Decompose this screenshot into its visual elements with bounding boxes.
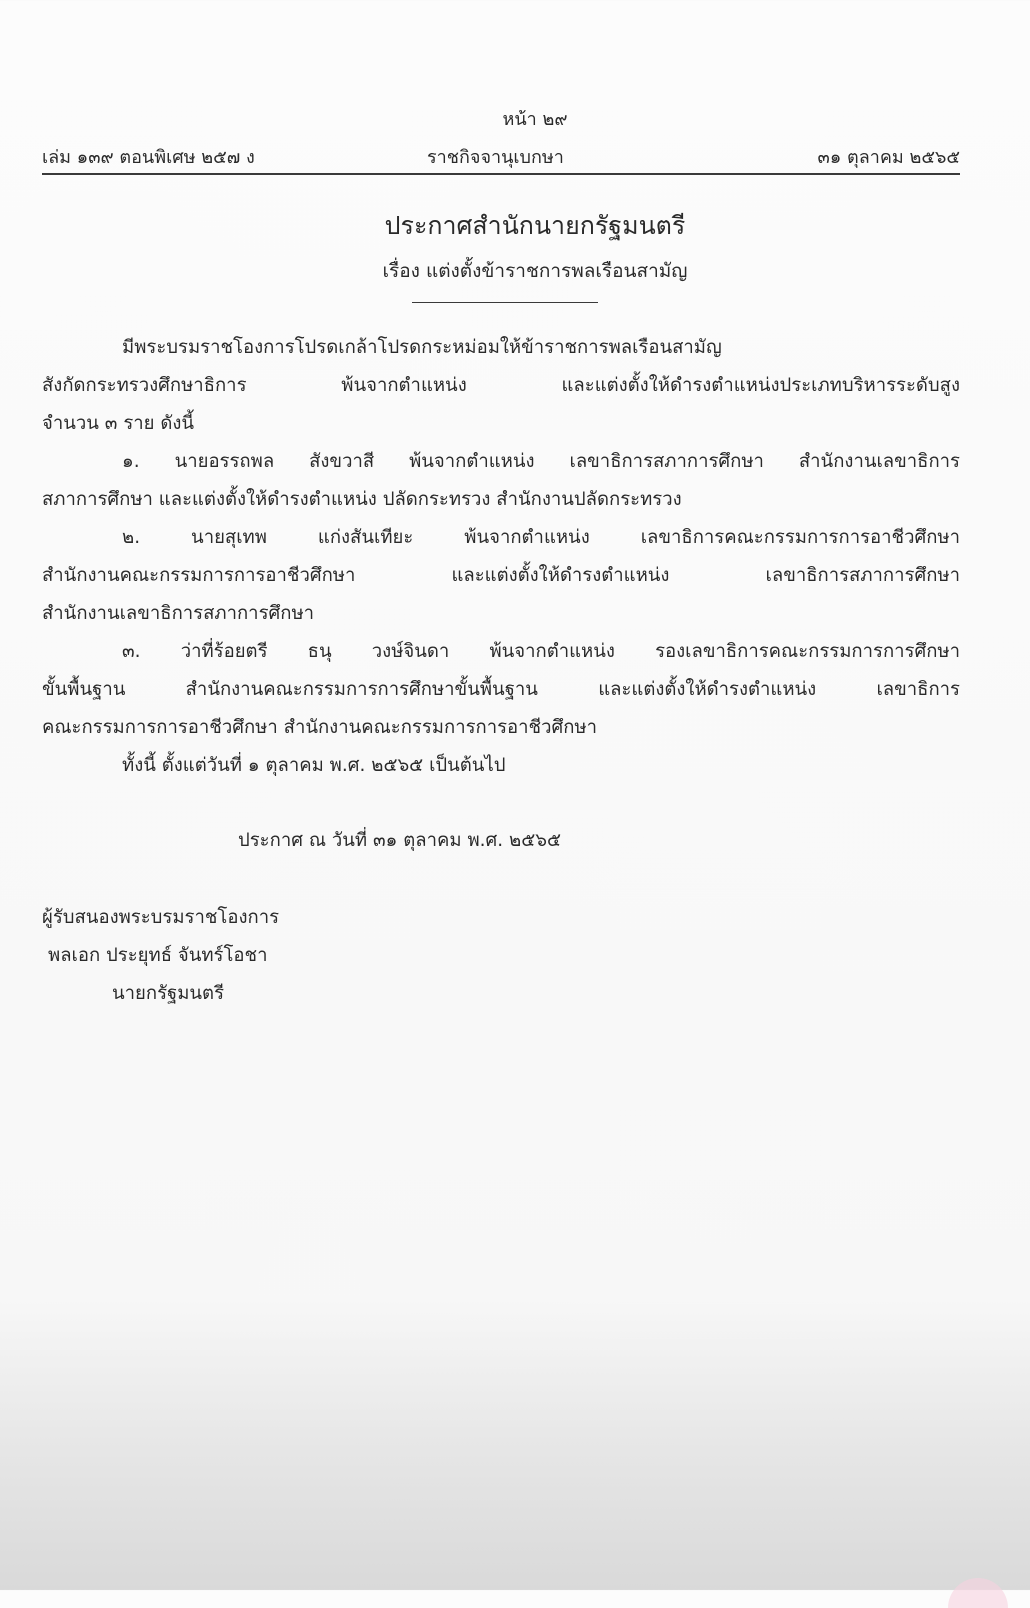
intro-line-2: สังกัดกระทรวงศึกษาธิการ พ้นจากตำแหน่ง และแต่งตั้งให้ดำรงตำแหน่งประเภทบริหารระดับสูง xyxy=(42,375,960,396)
announcement-date: ประกาศ ณ วันที่ ๓๑ ตุลาคม พ.ศ. ๒๕๖๕ xyxy=(238,830,561,851)
gazette-name: ราชกิจจานุเบกษา xyxy=(427,147,564,168)
item2-line-1: ๒. นายสุเทพ แก่งสันเทียะ พ้นจากตำแหน่ง เลขาธิการคณะกรรมการการอาชีวศึกษา xyxy=(122,527,960,548)
document-subject: เรื่อง แต่งตั้งข้าราชการพลเรือนสามัญ xyxy=(382,260,688,282)
corner-decoration xyxy=(948,1578,1008,1608)
item3-line-2: ขั้นพื้นฐาน สำนักงานคณะกรรมการการศึกษาขั้นพื้นฐาน และแต่งตั้งให้ดำรงตำแหน่ง เลขาธิการ xyxy=(42,679,960,700)
gazette-header xyxy=(42,142,960,170)
item3-line-1: ๓. ว่าที่ร้อยตรี ธนุ วงษ์จินดา พ้นจากตำแหน่ง รองเลขาธิการคณะกรรมการการศึกษา xyxy=(122,641,960,662)
intro-line-1: มีพระบรมราชโองการโปรดเกล้าโปรดกระหม่อมให้ข้าราชการพลเรือนสามัญ xyxy=(122,337,722,358)
signatory-position: นายกรัฐมนตรี xyxy=(112,983,225,1004)
document-title: ประกาศสำนักนายกรัฐมนตรี xyxy=(384,211,686,240)
item1-line-1: ๑. นายอรรถพล สังขวาสี พ้นจากตำแหน่ง เลขาธิการสภาการศึกษา สำนักงานเลขาธิการ xyxy=(122,451,960,472)
effective-date: ทั้งนี้ ตั้งแต่วันที่ ๑ ตุลาคม พ.ศ. ๒๕๖๕ เป็นต้นไป xyxy=(122,755,506,776)
subject-divider xyxy=(412,302,598,303)
page-number: หน้า ๒๙ xyxy=(502,109,568,130)
item2-line-3: สำนักงานเลขาธิการสภาการศึกษา xyxy=(42,603,315,624)
signatory-name: พลเอก ประยุทธ์ จันทร์โอชา xyxy=(48,945,268,966)
gazette-date: ๓๑ ตุลาคม ๒๕๖๕ xyxy=(817,147,960,168)
volume-info: เล่ม ๑๓๙ ตอนพิเศษ ๒๕๗ ง xyxy=(42,147,255,168)
item3-line-3: คณะกรรมการการอาชีวศึกษา สำนักงานคณะกรรมการการอาชีวศึกษา xyxy=(42,717,598,738)
item2-line-2: สำนักงานคณะกรรมการการอาชีวศึกษา และแต่งตั้งให้ดำรงตำแหน่ง เลขาธิการสภาการศึกษา xyxy=(42,565,960,586)
countersign-label: ผู้รับสนองพระบรมราชโองการ xyxy=(42,907,280,928)
item1-line-2: สภาการศึกษา และแต่งตั้งให้ดำรงตำแหน่ง ปลัดกระทรวง สำนักงานปลัดกระทรวง xyxy=(42,489,682,510)
intro-line-3: จำนวน ๓ ราย ดังนี้ xyxy=(42,413,195,434)
header-divider xyxy=(42,173,960,175)
